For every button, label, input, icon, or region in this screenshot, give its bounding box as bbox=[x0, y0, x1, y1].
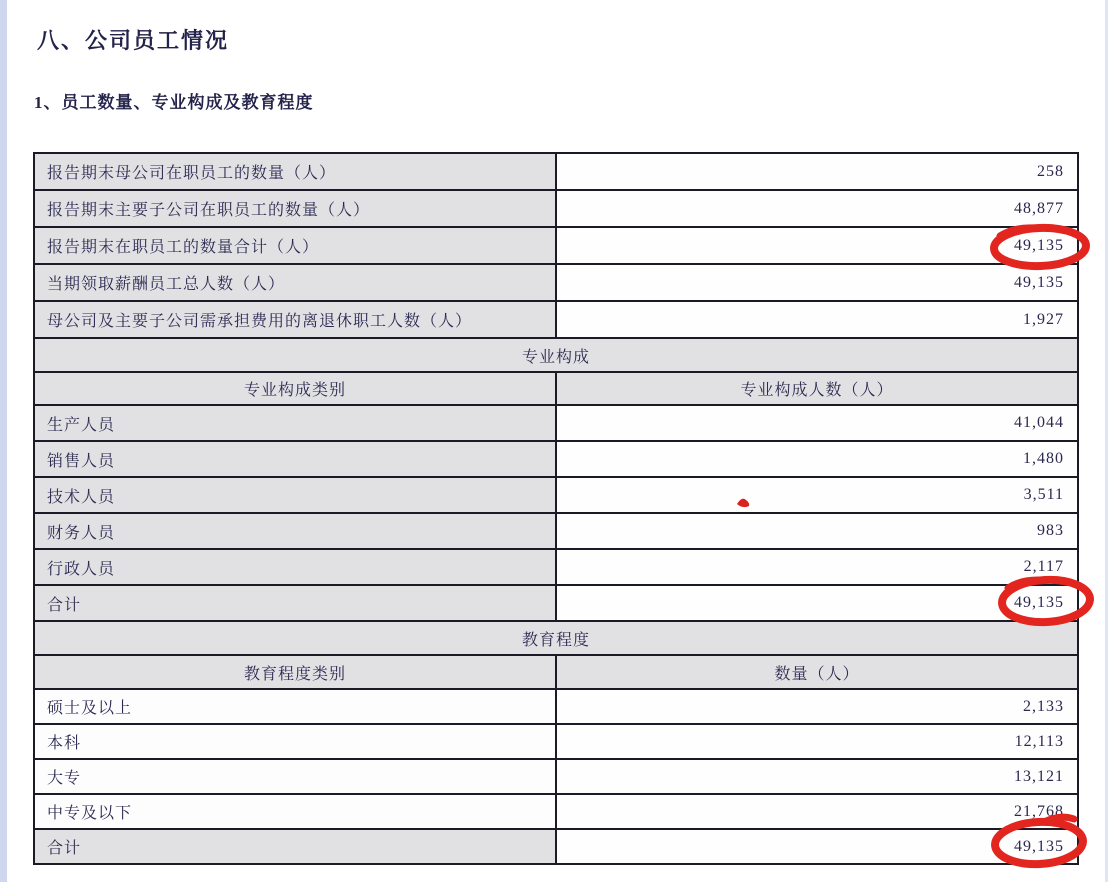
row-label: 财务人员 bbox=[34, 513, 556, 549]
row-label: 合计 bbox=[34, 829, 556, 864]
table-row bbox=[34, 724, 1078, 759]
row-value: 1,927 bbox=[556, 301, 1078, 338]
row-label: 报告期末母公司在职员工的数量（人） bbox=[34, 153, 556, 190]
row-label: 生产人员 bbox=[34, 405, 556, 441]
row-label: 硕士及以上 bbox=[34, 689, 556, 724]
table-row bbox=[34, 264, 1078, 301]
row-value-circled: 49,135 bbox=[556, 829, 1078, 864]
row-value-circled: 49,135 bbox=[556, 585, 1078, 621]
row-label: 报告期末主要子公司在职员工的数量（人） bbox=[34, 190, 556, 227]
row-label: 合计 bbox=[34, 585, 556, 621]
row-value: 3,511 bbox=[556, 477, 1078, 513]
row-value: 258 bbox=[556, 153, 1078, 190]
row-label: 中专及以下 bbox=[34, 794, 556, 829]
table-row bbox=[34, 794, 1078, 829]
column-header-row bbox=[34, 655, 1078, 689]
column-header-count: 数量（人） bbox=[556, 655, 1078, 689]
employee-table bbox=[33, 152, 1079, 865]
row-value: 13,121 bbox=[556, 759, 1078, 794]
row-value: 2,133 bbox=[556, 689, 1078, 724]
row-value: 21,768 bbox=[556, 794, 1078, 829]
table-row bbox=[34, 405, 1078, 441]
table-row bbox=[34, 227, 1078, 264]
section-header-row bbox=[34, 621, 1078, 655]
row-label: 报告期末在职员工的数量合计（人） bbox=[34, 227, 556, 264]
total-row bbox=[34, 585, 1078, 621]
table-row bbox=[34, 513, 1078, 549]
table-row bbox=[34, 477, 1078, 513]
row-value-circled: 49,135 bbox=[556, 227, 1078, 264]
row-value: 983 bbox=[556, 513, 1078, 549]
table-row bbox=[34, 190, 1078, 227]
row-value: 48,877 bbox=[556, 190, 1078, 227]
page-title: 八、公司员工情况 bbox=[37, 28, 230, 53]
row-value: 49,135 bbox=[556, 264, 1078, 301]
row-label: 当期领取薪酬员工总人数（人） bbox=[34, 264, 556, 301]
row-value: 2,117 bbox=[556, 549, 1078, 585]
row-label: 母公司及主要子公司需承担费用的离退休职工人数（人） bbox=[34, 301, 556, 338]
row-label: 行政人员 bbox=[34, 549, 556, 585]
column-header-category: 专业构成类别 bbox=[34, 372, 556, 405]
row-label: 本科 bbox=[34, 724, 556, 759]
row-value: 1,480 bbox=[556, 441, 1078, 477]
row-value: 12,113 bbox=[556, 724, 1078, 759]
table-row bbox=[34, 689, 1078, 724]
section-subtitle: 1、员工数量、专业构成及教育程度 bbox=[34, 93, 314, 112]
column-header-count: 专业构成人数（人） bbox=[556, 372, 1078, 405]
column-header-row bbox=[34, 372, 1078, 405]
table-row bbox=[34, 549, 1078, 585]
total-row bbox=[34, 829, 1078, 864]
row-value: 41,044 bbox=[556, 405, 1078, 441]
row-label: 大专 bbox=[34, 759, 556, 794]
table-row bbox=[34, 153, 1078, 190]
row-label: 技术人员 bbox=[34, 477, 556, 513]
table-row bbox=[34, 759, 1078, 794]
column-header-category: 教育程度类别 bbox=[34, 655, 556, 689]
table-row bbox=[34, 301, 1078, 338]
scan-edge-left bbox=[0, 0, 7, 882]
section-title: 专业构成 bbox=[34, 338, 1078, 372]
section-header-row bbox=[34, 338, 1078, 372]
row-label: 销售人员 bbox=[34, 441, 556, 477]
section-title: 教育程度 bbox=[34, 621, 1078, 655]
table-row bbox=[34, 441, 1078, 477]
